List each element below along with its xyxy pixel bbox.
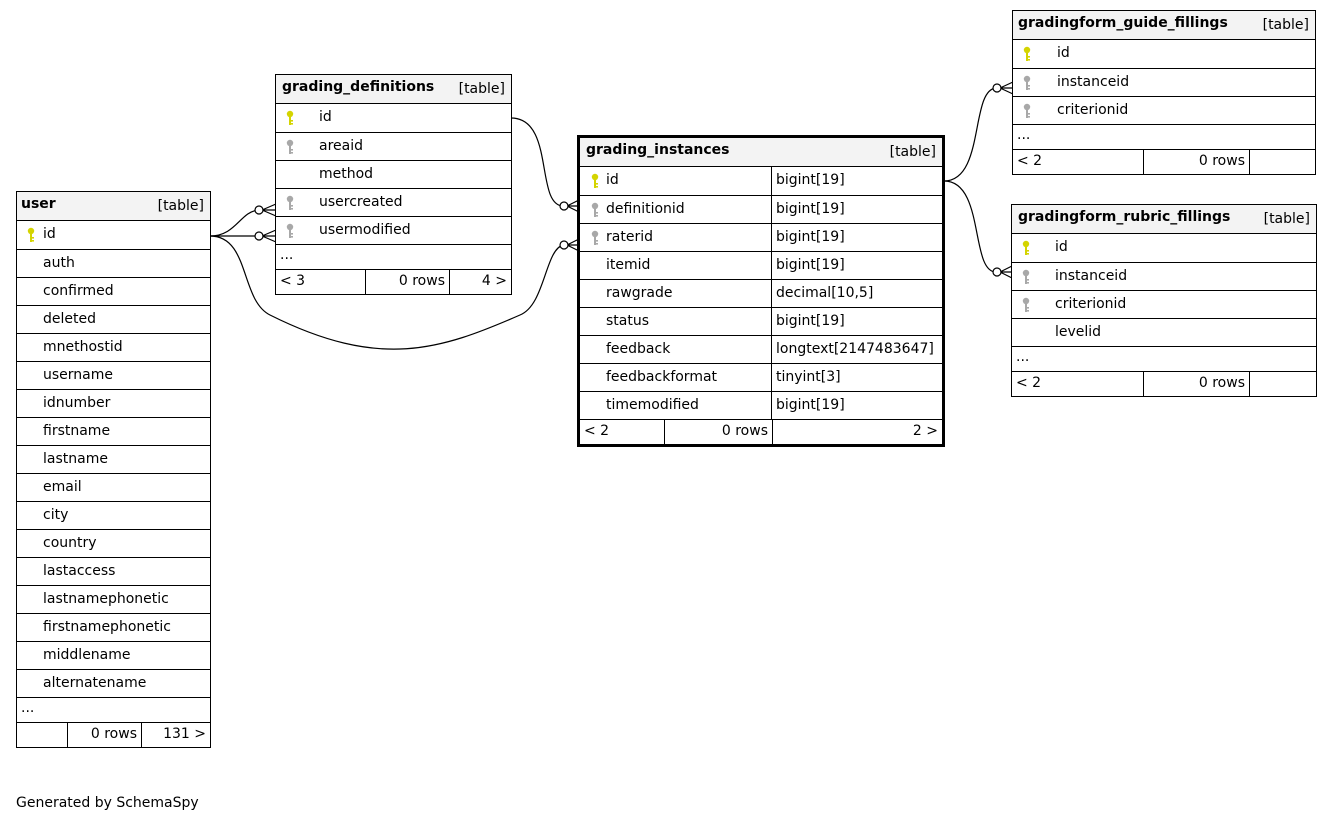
- primary-key-icon: [285, 110, 295, 126]
- column-name: username: [43, 367, 113, 383]
- foreign-key-icon: [285, 139, 295, 155]
- foreign-key-icon: [1021, 269, 1031, 285]
- footer-children: 4 >: [481, 273, 507, 289]
- column-name: rawgrade: [606, 285, 673, 301]
- foreign-key-icon: [285, 195, 295, 211]
- column-row-email[interactable]: [17, 473, 210, 501]
- column-name: alternatename: [43, 675, 147, 691]
- column-row-usermodified[interactable]: [276, 216, 511, 244]
- column-list: [580, 167, 942, 419]
- table-header: [1012, 205, 1316, 234]
- foreign-key-icon: [1021, 297, 1031, 313]
- column-row-mnethostid[interactable]: [17, 333, 210, 361]
- generated-by-label: Generated by SchemaSpy: [16, 795, 199, 811]
- edge-user-usercreated: [210, 210, 258, 236]
- footer-row-count: 0 rows: [90, 726, 137, 742]
- edge-definitions-definitionid: [511, 118, 563, 206]
- column-name: usercreated: [319, 194, 403, 210]
- table-header: [276, 75, 511, 104]
- footer-row-count: 0 rows: [1198, 153, 1245, 169]
- footer-row-count: 0 rows: [1198, 375, 1245, 391]
- column-name: feedback: [606, 341, 671, 357]
- column-list: [1013, 40, 1315, 124]
- column-type: bigint[19]: [776, 201, 845, 217]
- column-name: id: [606, 172, 619, 188]
- column-row-criterionid[interactable]: [1012, 290, 1316, 318]
- column-name: status: [606, 313, 650, 329]
- table-type: [table]: [1262, 17, 1309, 33]
- column-list: [1012, 234, 1316, 346]
- table-gradingform-guide-fillings[interactable]: [1012, 10, 1316, 175]
- column-row-deleted[interactable]: [17, 305, 210, 333]
- table-user[interactable]: [16, 191, 211, 748]
- column-row-id[interactable]: [276, 104, 511, 132]
- column-list: [276, 104, 511, 244]
- column-row-raterid[interactable]: [580, 223, 942, 251]
- column-name: raterid: [606, 229, 653, 245]
- column-row-id[interactable]: [580, 167, 942, 195]
- column-row-idnumber[interactable]: [17, 389, 210, 417]
- column-name: country: [43, 535, 97, 551]
- table-grading-instances[interactable]: [577, 135, 945, 447]
- column-name: instanceid: [1057, 74, 1130, 90]
- column-name: email: [43, 479, 82, 495]
- column-type: bigint[19]: [776, 313, 845, 329]
- table-name: gradingform_rubric_fillings: [1018, 209, 1231, 225]
- column-name: lastnamephonetic: [43, 591, 169, 607]
- foreign-key-icon: [285, 223, 295, 239]
- column-row-areaid[interactable]: [276, 132, 511, 160]
- column-row-id[interactable]: [17, 221, 210, 249]
- table-type: [table]: [889, 144, 936, 160]
- column-row-id[interactable]: [1012, 234, 1316, 262]
- column-row-middlename[interactable]: [17, 641, 210, 669]
- table-grading-definitions[interactable]: [275, 74, 512, 295]
- table-footer: [17, 722, 210, 747]
- footer-parents: < 3: [280, 273, 306, 289]
- primary-key-icon: [26, 227, 36, 243]
- primary-key-icon: [1021, 240, 1031, 256]
- primary-key-icon: [590, 173, 600, 189]
- table-footer: [1012, 371, 1316, 396]
- table-type: [table]: [157, 198, 204, 214]
- column-name: criterionid: [1055, 296, 1127, 312]
- column-type: longtext[2147483647]: [776, 341, 934, 357]
- column-row-id[interactable]: [1013, 40, 1315, 68]
- column-type: bigint[19]: [776, 257, 845, 273]
- column-name: mnethostid: [43, 339, 123, 355]
- more-columns: ...: [1012, 346, 1316, 371]
- column-name: id: [1055, 239, 1068, 255]
- column-row-instanceid[interactable]: [1013, 68, 1315, 96]
- column-name: id: [43, 226, 56, 242]
- column-name: id: [1057, 45, 1070, 61]
- table-footer: [276, 269, 511, 294]
- column-row-lastname[interactable]: [17, 445, 210, 473]
- more-columns: ...: [17, 697, 210, 722]
- footer-row-count: 0 rows: [721, 423, 768, 439]
- table-gradingform-rubric-fillings[interactable]: [1011, 204, 1317, 397]
- footer-parents: < 2: [1016, 375, 1042, 391]
- column-row-criterionid[interactable]: [1013, 96, 1315, 124]
- column-name: lastaccess: [43, 563, 116, 579]
- column-row-usercreated[interactable]: [276, 188, 511, 216]
- column-name: definitionid: [606, 201, 685, 217]
- column-row-username[interactable]: [17, 361, 210, 389]
- column-name: method: [319, 166, 374, 182]
- column-name: feedbackformat: [606, 369, 718, 385]
- footer-parents: < 2: [1017, 153, 1043, 169]
- column-row-definitionid[interactable]: [580, 195, 942, 223]
- column-row-feedback[interactable]: [580, 335, 942, 363]
- column-row-lastaccess[interactable]: [17, 557, 210, 585]
- column-name: confirmed: [43, 283, 114, 299]
- column-row-levelid[interactable]: [1012, 318, 1316, 346]
- column-name: firstnamephonetic: [43, 619, 171, 635]
- column-type: bigint[19]: [776, 229, 845, 245]
- column-name: levelid: [1055, 324, 1102, 340]
- table-type: [table]: [458, 81, 505, 97]
- column-row-auth[interactable]: [17, 249, 210, 277]
- footer-children: 131 >: [163, 726, 206, 742]
- column-name: lastname: [43, 451, 108, 467]
- column-name: usermodified: [319, 222, 411, 238]
- column-row-alternatename[interactable]: [17, 669, 210, 697]
- table-header: [580, 138, 942, 167]
- column-name: areaid: [319, 138, 363, 154]
- column-row-city[interactable]: [17, 501, 210, 529]
- edge-instances-rubric: [944, 181, 996, 272]
- column-name: id: [319, 109, 332, 125]
- foreign-key-icon: [1022, 103, 1032, 119]
- more-columns: ...: [276, 244, 511, 269]
- column-name: instanceid: [1055, 268, 1128, 284]
- column-name: itemid: [606, 257, 651, 273]
- table-header: [1013, 11, 1315, 40]
- column-row-instanceid[interactable]: [1012, 262, 1316, 290]
- column-row-country[interactable]: [17, 529, 210, 557]
- table-footer: [1013, 149, 1315, 174]
- more-columns: ...: [1013, 124, 1315, 149]
- column-name: idnumber: [43, 395, 111, 411]
- foreign-key-icon: [590, 202, 600, 218]
- column-row-status[interactable]: [580, 307, 942, 335]
- column-row-lastnamephonetic[interactable]: [17, 585, 210, 613]
- column-name: deleted: [43, 311, 96, 327]
- column-type: tinyint[3]: [776, 369, 841, 385]
- foreign-key-icon: [590, 230, 600, 246]
- footer-row-count: 0 rows: [398, 273, 445, 289]
- primary-key-icon: [1022, 46, 1032, 62]
- table-name: grading_instances: [586, 142, 730, 158]
- table-name: grading_definitions: [282, 79, 435, 95]
- column-name: timemodified: [606, 397, 699, 413]
- footer-children: 2 >: [912, 423, 938, 439]
- foreign-key-icon: [1022, 75, 1032, 91]
- column-row-firstname[interactable]: [17, 417, 210, 445]
- column-list: [17, 221, 210, 697]
- table-name: user: [21, 196, 56, 212]
- column-row-rawgrade[interactable]: [580, 279, 942, 307]
- table-footer: [580, 419, 942, 444]
- column-name: city: [43, 507, 69, 523]
- column-name: firstname: [43, 423, 111, 439]
- table-name: gradingform_guide_fillings: [1018, 15, 1228, 31]
- footer-parents: < 2: [584, 423, 610, 439]
- table-header: [17, 192, 210, 221]
- column-name: criterionid: [1057, 102, 1129, 118]
- column-name: middlename: [43, 647, 131, 663]
- column-name: auth: [43, 255, 75, 271]
- column-type: bigint[19]: [776, 172, 845, 188]
- column-row-firstnamephonetic[interactable]: [17, 613, 210, 641]
- table-type: [table]: [1263, 211, 1310, 227]
- column-row-confirmed[interactable]: [17, 277, 210, 305]
- column-row-itemid[interactable]: [580, 251, 942, 279]
- edge-instances-guide: [944, 88, 996, 181]
- column-row-timemodified[interactable]: [580, 391, 942, 419]
- column-row-feedbackformat[interactable]: [580, 363, 942, 391]
- column-type: decimal[10,5]: [776, 285, 874, 301]
- column-row-method[interactable]: [276, 160, 511, 188]
- column-type: bigint[19]: [776, 397, 845, 413]
